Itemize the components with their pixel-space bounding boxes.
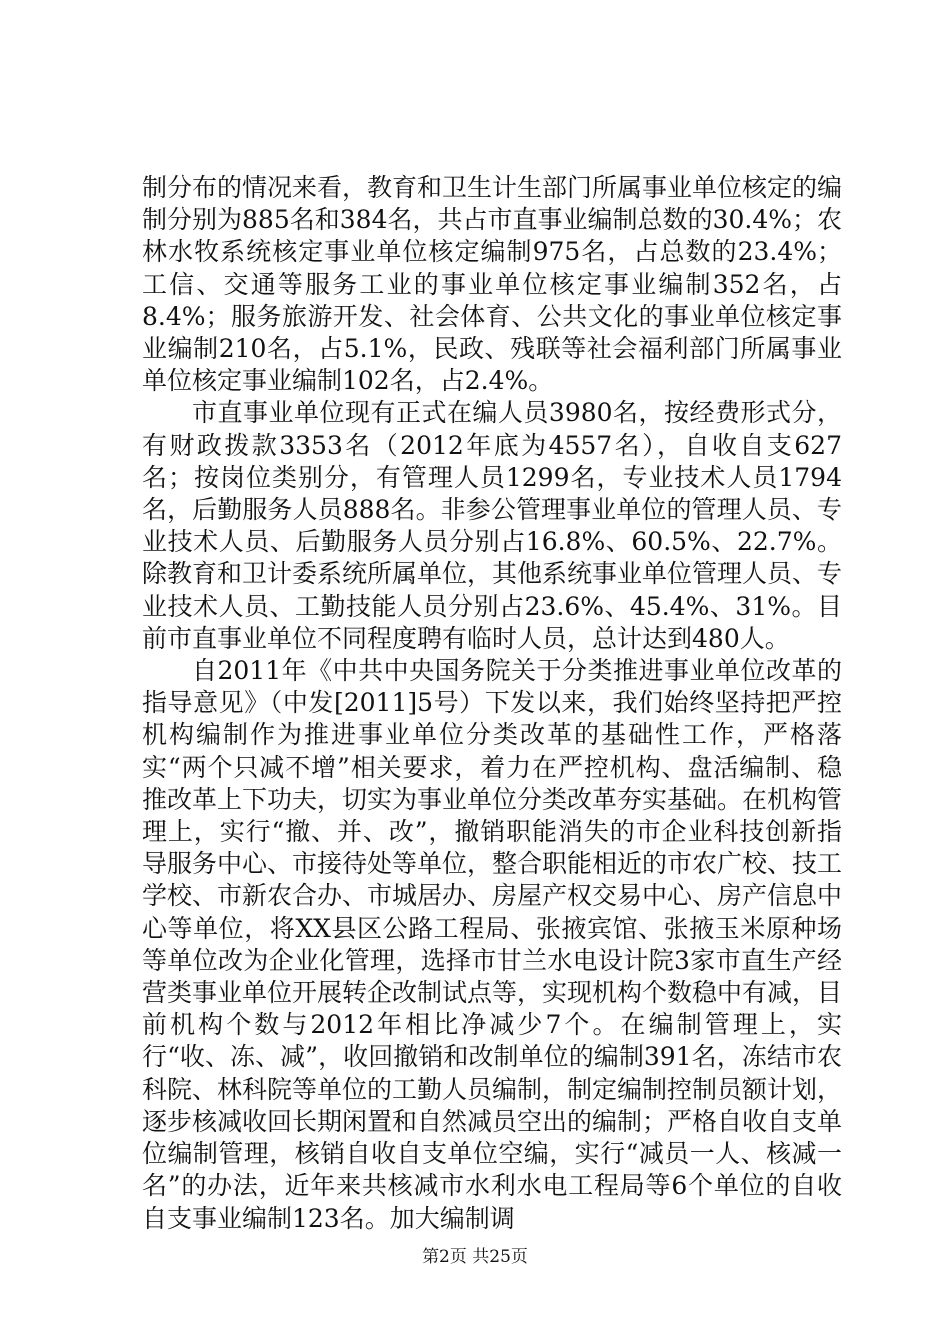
paragraph-2: 市直事业单位现有正式在编人员3980名，按经费形式分，有财政拨款3353名（2012年底为4557名），自收自支627名；按岗位类别分，有管理人员1299名，专业技术人员1794名，后勤服务人员888名。非参公管理事业单位的管理人员、专业技术人员、后勤服务人员分别占16.8%、60.5%、22.7%。除教育和卫计委系统所属单位，其他系统事业单位管理人员、专业技术人员、工勤技能人员分别占23.6%、45.4%、31%。目前市直事业单位不同程度聘有临时人员，总计达到480人。 — [142, 398, 843, 653]
paragraph-3: 自2011年《中共中央国务院关于分类推进事业单位改革的指导意见》（中发[2011]5号）下发以来，我们始终坚持把严控机构编制作为推进事业单位分类改革的基础性工作，严格落实“两个只减不增”相关要求，着力在严控机构、盘活编制、稳推改革上下功夫，切实为事业单位分类改革夯实基础。在机构管理上，实行“撤、并、改”，撤销职能消失的市企业科技创新指导服务中心、市接待处等单位，整合职能相近的市农广校、技工学校、市新农合办、市城居办、房屋产权交易中心、房产信息中心等单位，将XX县区公路工程局、张掖宾馆、张掖玉米原种场等单位改为企业化管理，选择市甘兰水电设计院3家市直生产经营类事业单位开展转企改制试点等，实现机构个数稳中有减，目前机构个数与2012年相比净减少7个。在编制管理上，实行“收、冻、减”，收回撤销和改制单位的编制391名，冻结市农科院、林科院等单位的工勤人员编制，制定编制控制员额计划，逐步核减收回长期闲置和自然减员空出的编制；严格自收自支单位编制管理，核销自收自支单位空编，实行“减员一人、核减一名”的办法，近年来共核减市水利水电工程局等6个单位的自收自支事业编制123名。加大编制调 — [142, 656, 843, 1233]
page-footer: 第2页 共25页 — [422, 1247, 528, 1267]
document-body — [142, 172, 842, 1235]
paragraph-1: 制分布的情况来看，教育和卫生计生部门所属事业单位核定的编制分别为885名和384名，共占市直事业编制总数的30.4%；农林水牧系统核定事业单位核定编制975名，占总数的23.4%；工信、交通等服务工业的事业单位核定事业编制352名，占8.4%；服务旅游开发、社会体育、公共文化的事业单位核定事业编制210名，占5.1%，民政、残联等社会福利部门所属事业单位核定事业编制102名，占2.4%。 — [142, 173, 843, 396]
